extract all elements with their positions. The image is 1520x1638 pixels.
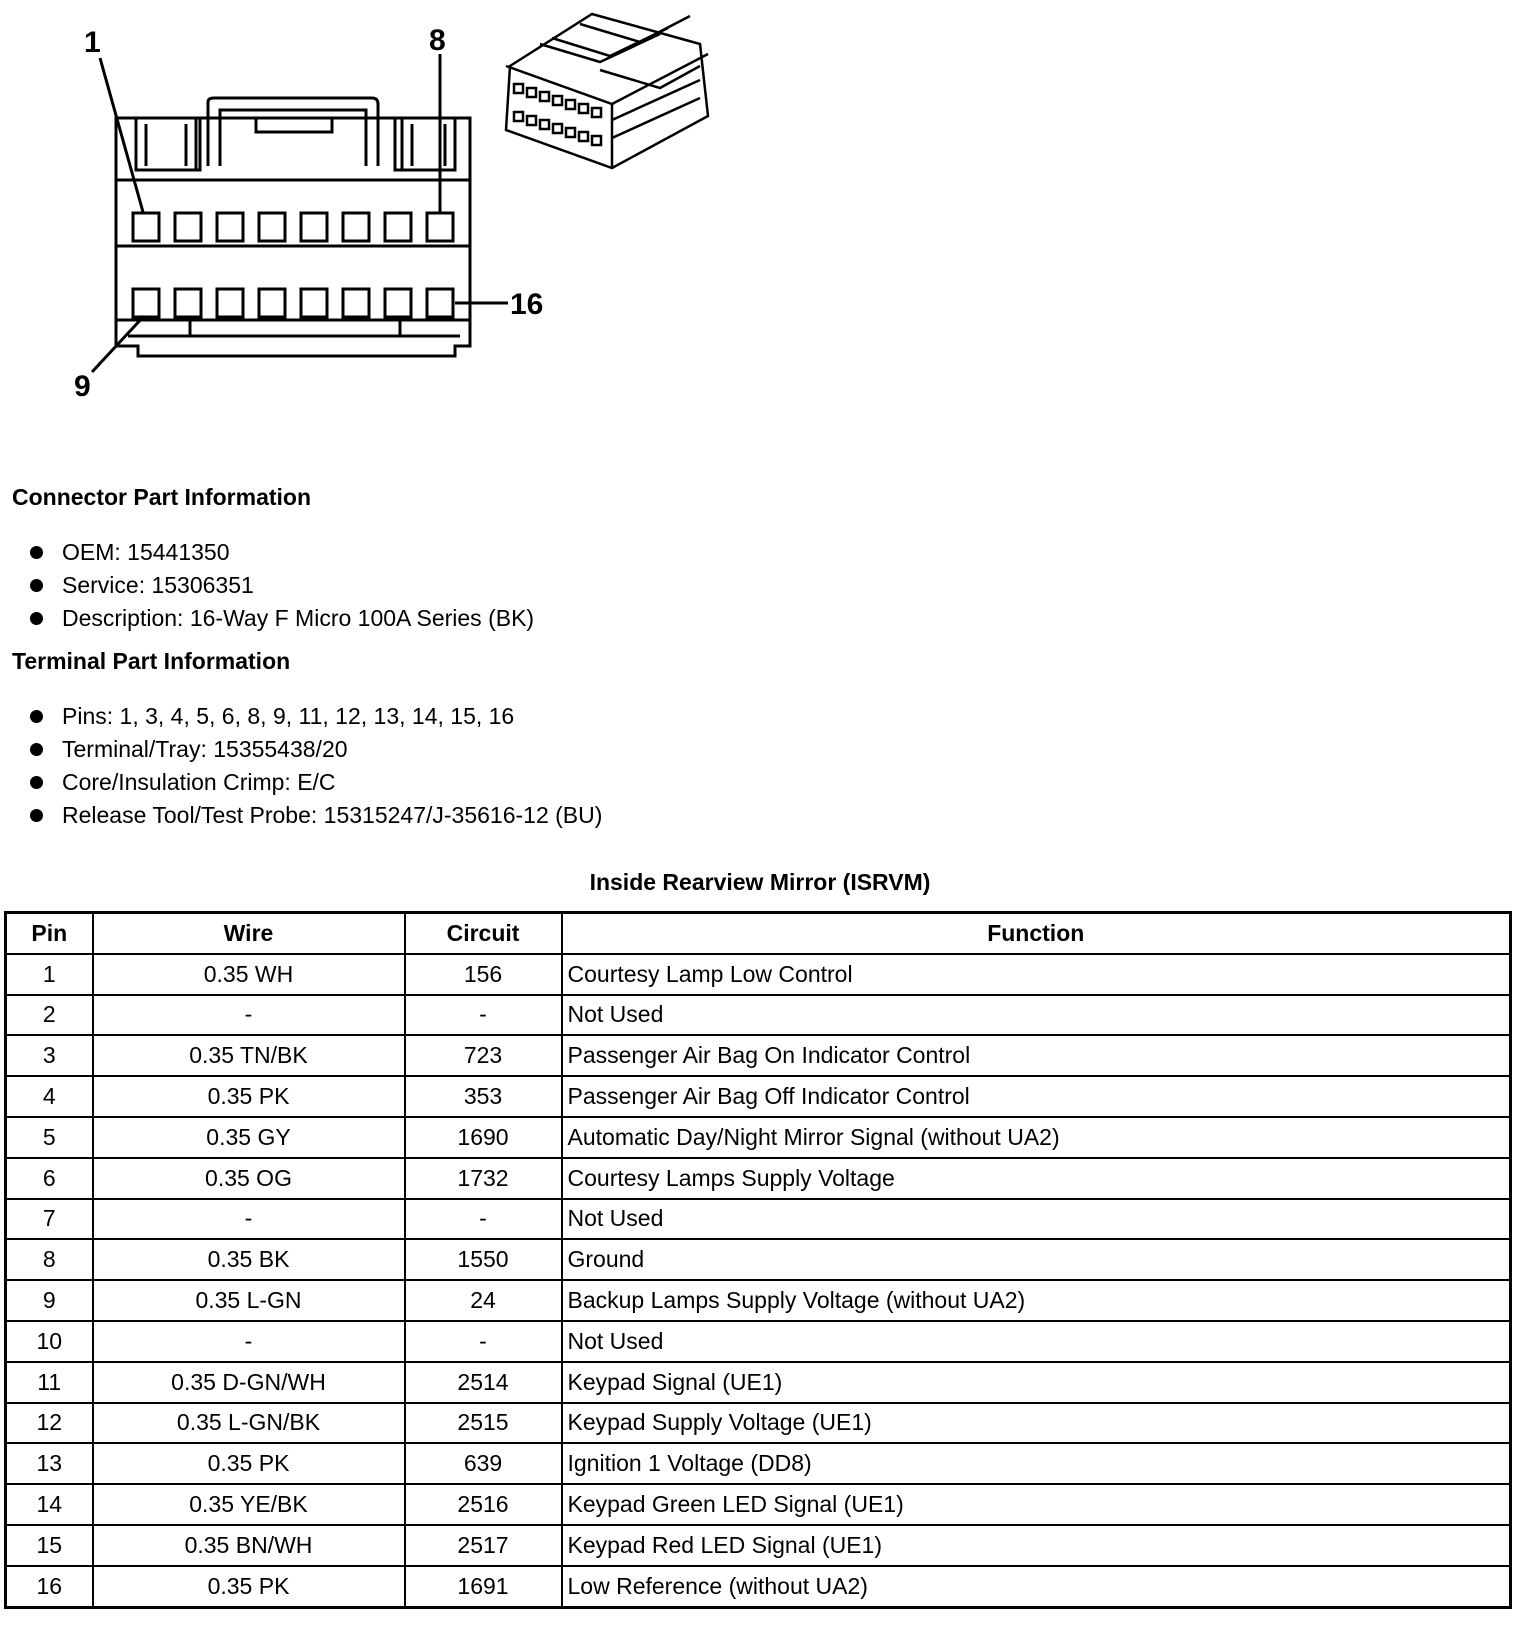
callout-pin-9: 9 [74,370,91,403]
cell-pin: 16 [6,1566,93,1607]
header-wire: Wire [93,913,405,954]
terminal-info-list [30,700,602,832]
cell-circuit: - [405,1321,562,1362]
list-item: Core/Insulation Crimp: E/C [30,766,602,799]
list-item: OEM: 15441350 [30,536,534,569]
header-function: Function [562,913,1511,954]
bullet-icon [30,546,43,559]
cell-wire: 0.35 YE/BK [93,1484,405,1525]
list-item: Service: 15306351 [30,569,534,602]
cell-pin: 4 [6,1076,93,1117]
table-row [6,1199,1511,1240]
cell-function: Keypad Signal (UE1) [562,1362,1511,1403]
table-row [6,1239,1511,1280]
cell-wire: 0.35 D-GN/WH [93,1362,405,1403]
cell-pin: 8 [6,1239,93,1280]
connector-3d-view [506,14,708,168]
list-item: Description: 16-Way F Micro 100A Series (BK) [30,602,534,635]
cell-wire: 0.35 L-GN/BK [93,1403,405,1444]
cell-circuit: 723 [405,1035,562,1076]
cell-function: Courtesy Lamps Supply Voltage [562,1158,1511,1199]
cell-wire: 0.35 WH [93,954,405,995]
table-row [6,1566,1511,1607]
cell-circuit: 2515 [405,1403,562,1444]
table-row [6,1076,1511,1117]
cell-circuit: 1690 [405,1117,562,1158]
cell-pin: 12 [6,1403,93,1444]
cell-circuit: 2517 [405,1525,562,1566]
terminal-info-heading: Terminal Part Information [12,648,291,674]
cell-function: Keypad Supply Voltage (UE1) [562,1403,1511,1444]
bullet-icon [30,809,43,822]
cell-circuit: 24 [405,1280,562,1321]
cell-circuit: 639 [405,1443,562,1484]
cell-pin: 3 [6,1035,93,1076]
cell-pin: 11 [6,1362,93,1403]
bullet-icon [30,776,43,789]
table-row [6,1484,1511,1525]
cell-function: Courtesy Lamp Low Control [562,954,1511,995]
cell-circuit: - [405,995,562,1036]
cell-wire: - [93,1199,405,1240]
cell-wire: - [93,995,405,1036]
cell-pin: 1 [6,954,93,995]
bullet-icon [30,612,43,625]
cell-function: Not Used [562,1321,1511,1362]
cell-pin: 9 [6,1280,93,1321]
table-title: Inside Rearview Mirror (ISRVM) [589,869,931,895]
cell-function: Passenger Air Bag On Indicator Control [562,1035,1511,1076]
cell-circuit: 2514 [405,1362,562,1403]
cell-circuit: 156 [405,954,562,995]
cell-function: Ignition 1 Voltage (DD8) [562,1443,1511,1484]
table-row [6,954,1511,995]
cell-pin: 13 [6,1443,93,1484]
header-pin: Pin [6,913,93,954]
list-item: Pins: 1, 3, 4, 5, 6, 8, 9, 11, 12, 13, 14, 15, 16 [30,700,602,733]
cell-circuit: 2516 [405,1484,562,1525]
callout-pin-16: 16 [510,288,544,321]
callout-pin-8: 8 [429,24,446,57]
cell-wire: 0.35 BK [93,1239,405,1280]
bullet-icon [30,579,43,592]
cell-function: Not Used [562,995,1511,1036]
cell-wire: 0.35 PK [93,1443,405,1484]
cell-wire: 0.35 PK [93,1076,405,1117]
connector-info-heading: Connector Part Information [12,484,312,510]
cell-wire: - [93,1321,405,1362]
table-row [6,1403,1511,1444]
cavity-row-top [133,213,453,241]
cavity-row-bottom [133,289,453,317]
cell-pin: 6 [6,1158,93,1199]
header-circuit: Circuit [405,913,562,954]
table-body [6,954,1511,1607]
list-item: Terminal/Tray: 15355438/20 [30,733,602,766]
list-item: Release Tool/Test Probe: 15315247/J-35616-12 (BU) [30,799,602,832]
bullet-icon [30,743,43,756]
table-row [6,1158,1511,1199]
cell-circuit: 353 [405,1076,562,1117]
cell-function: Passenger Air Bag Off Indicator Control [562,1076,1511,1117]
callout-pin-1: 1 [84,26,101,59]
table-header-row [6,913,1511,954]
cell-wire: 0.35 L-GN [93,1280,405,1321]
table-row [6,1280,1511,1321]
cell-wire: 0.35 OG [93,1158,405,1199]
table-row [6,1443,1511,1484]
cell-function: Backup Lamps Supply Voltage (without UA2) [562,1280,1511,1321]
cell-circuit: 1732 [405,1158,562,1199]
pinout-table [4,911,1512,1609]
cell-circuit: 1550 [405,1239,562,1280]
cell-wire: 0.35 PK [93,1566,405,1607]
cell-function: Automatic Day/Night Mirror Signal (without UA2) [562,1117,1511,1158]
table-row [6,1362,1511,1403]
cell-pin: 10 [6,1321,93,1362]
cell-pin: 2 [6,995,93,1036]
cell-function: Keypad Red LED Signal (UE1) [562,1525,1511,1566]
cell-pin: 5 [6,1117,93,1158]
table-row [6,1321,1511,1362]
table-row [6,1525,1511,1566]
cell-wire: 0.35 TN/BK [93,1035,405,1076]
cell-circuit: 1691 [405,1566,562,1607]
cell-function: Low Reference (without UA2) [562,1566,1511,1607]
cell-pin: 15 [6,1525,93,1566]
cell-function: Keypad Green LED Signal (UE1) [562,1484,1511,1525]
cell-pin: 14 [6,1484,93,1525]
cell-circuit: - [405,1199,562,1240]
table-row [6,995,1511,1036]
cell-pin: 7 [6,1199,93,1240]
cell-function: Not Used [562,1199,1511,1240]
connector-diagram [0,0,760,420]
cell-wire: 0.35 BN/WH [93,1525,405,1566]
connector-face-view [92,54,508,372]
table-row [6,1117,1511,1158]
connector-info-list [30,536,534,635]
cell-wire: 0.35 GY [93,1117,405,1158]
bullet-icon [30,710,43,723]
table-row [6,1035,1511,1076]
cell-function: Ground [562,1239,1511,1280]
